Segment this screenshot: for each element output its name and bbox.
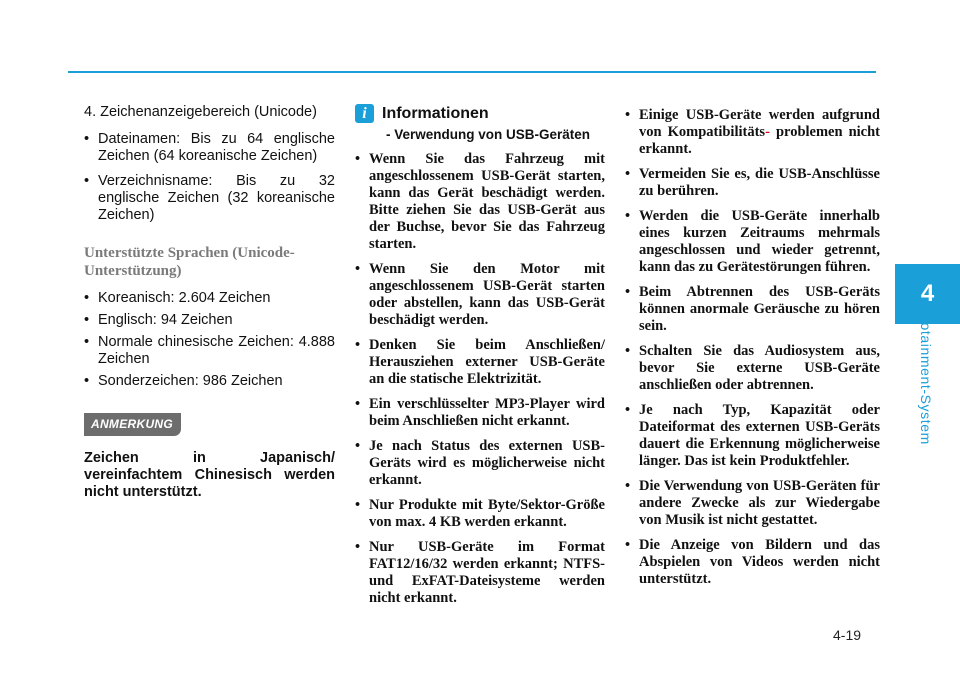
list-item: • Je nach Status des externen USB-Geräts wird es möglicherweise nicht erkannt.	[355, 438, 605, 489]
hyphen-mark: -	[765, 124, 770, 140]
note-label: ANMERKUNG	[84, 413, 181, 436]
list-item: • Nur Produkte mit Byte/Sektor-Größe von max. 4 KB werden erkannt.	[355, 497, 605, 531]
limits-list	[84, 131, 335, 224]
column-middle	[355, 104, 605, 615]
list-item	[625, 107, 880, 158]
chapter-number-tab: 4	[895, 264, 960, 324]
usb-info-list-continued	[625, 107, 880, 588]
info-subtitle: - Verwendung von USB-Geräten	[386, 127, 591, 142]
list-item: • Denken Sie beim Anschließen/ Herausziehen externer USB-Geräte an die statische Elektrizität.	[355, 337, 605, 388]
info-title: Informationen	[382, 105, 489, 122]
list-item: • Normale chinesische Zeichen: 4.888 Zeichen	[84, 334, 335, 368]
column-left	[84, 104, 335, 501]
list-item: • Nur USB-Geräte im Format FAT12/16/32 werden erkannt; NTFS- und ExFAT-Dateisysteme werden nicht erkannt.	[355, 539, 605, 607]
info-header	[355, 104, 605, 123]
list-item: • Die Anzeige von Bildern und das Abspielen von Videos werden nicht unterstützt.	[625, 537, 880, 588]
list-item: • Verzeichnisname: Bis zu 32 englische Zeichen (32 koreanische Zeichen)	[84, 173, 335, 224]
list-item-text: problemen nicht erkannt.	[639, 124, 880, 157]
section-intro: 4. Zeichenanzeigebereich (Unicode)	[84, 104, 317, 120]
list-item: • Koreanisch: 2.604 Zeichen	[84, 290, 335, 307]
section-heading: Unterstützte Sprachen (Unicode-Unterstützung)	[84, 245, 295, 279]
page-number: 4-19	[833, 627, 862, 643]
list-item: • Werden die USB-Geräte innerhalb eines kurzen Zeitraums mehrmals angeschlossen und wieder getrennt, kann das zu Gerätestörungen führen.	[625, 208, 880, 276]
header-rule	[68, 71, 876, 73]
info-icon: i	[355, 104, 374, 123]
list-item: • Schalten Sie das Audiosystem aus, bevor Sie externe USB-Geräte anschließen oder abtrennen.	[625, 343, 880, 394]
languages-list	[84, 290, 335, 390]
list-item-text: Einige USB-Geräte werden aufgrund von Kompatibilitäts	[639, 107, 880, 140]
list-item: • Je nach Typ, Kapazität oder Dateiformat des externen USB-Geräts dauert die Erkennung möglicherweise länger. Das ist kein Produktfehler.	[625, 402, 880, 470]
list-item: • Wenn Sie den Motor mit angeschlossenem USB-Gerät starten oder abstellen, kann das USB-Gerät beschädigt werden.	[355, 261, 605, 329]
list-item: • Vermeiden Sie es, die USB-Anschlüsse zu berühren.	[625, 166, 880, 200]
list-item: • Dateinamen: Bis zu 64 englische Zeichen (64 koreanische Zeichen)	[84, 131, 335, 165]
list-item: • Ein verschlüsselter MP3-Player wird beim Anschließen nicht erkannt.	[355, 396, 605, 430]
usb-info-list	[355, 151, 605, 607]
note-text: Zeichen in Japanisch/ vereinfachtem Chinesisch werden nicht unterstützt.	[84, 450, 335, 500]
chapter-title: Infotainment-System	[918, 305, 934, 445]
list-item: • Wenn Sie das Fahrzeug mit angeschlossenem USB-Gerät starten, kann das Gerät beschädigt werden. Bitte ziehen Sie das USB-Gerät aus der Buchse, bevor Sie das Fahrzeug starten.	[355, 151, 605, 253]
column-right	[625, 107, 880, 596]
list-item: • Englisch: 94 Zeichen	[84, 312, 335, 329]
list-item: • Beim Abtrennen des USB-Geräts können anormale Geräusche zu hören sein.	[625, 284, 880, 335]
list-item: • Sonderzeichen: 986 Zeichen	[84, 373, 335, 390]
list-item: • Die Verwendung von USB-Geräten für andere Zwecke als zur Wiedergabe von Musik ist nicht gestattet.	[625, 478, 880, 529]
